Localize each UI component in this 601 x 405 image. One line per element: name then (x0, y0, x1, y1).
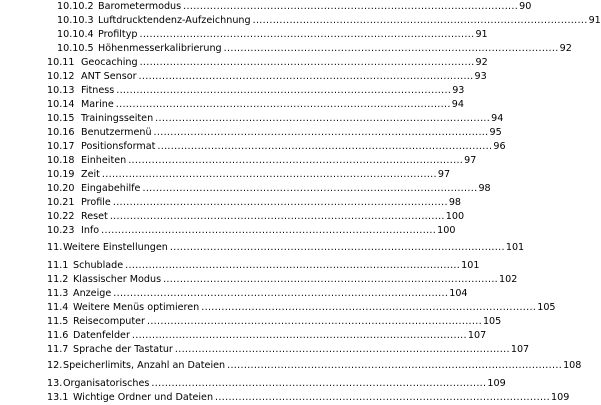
toc-entry-title: Klassischer Modus (73, 274, 162, 285)
toc-dot-leader: .................................................................................................... (109, 211, 445, 222)
toc-entry[interactable] (47, 287, 468, 301)
toc-entry-title: Organisatorisches (63, 378, 150, 389)
toc-entry-number: 11.3 (47, 288, 69, 299)
toc-dot-leader: .................................................................................................... (115, 99, 451, 110)
toc-entry-page: 93 (474, 71, 487, 82)
toc-entry-number: 11.6 (47, 330, 69, 341)
toc-dot-leader: .................................................................................................... (252, 15, 588, 26)
toc-entry[interactable] (57, 0, 532, 14)
toc-entry[interactable] (47, 259, 480, 273)
toc-entry-title: Benutzermenü (81, 127, 152, 138)
toc-entry-title: Eingabehilfe (81, 183, 141, 194)
toc-entry-title: Marine (81, 99, 114, 110)
toc-entry[interactable] (47, 196, 462, 210)
toc-entry-title: Info (81, 225, 100, 236)
toc-dot-leader: .................................................................................................... (153, 127, 489, 138)
toc-entry-page: 93 (452, 85, 465, 96)
toc-entry-page: 95 (489, 127, 502, 138)
toc-entry[interactable] (47, 56, 488, 70)
toc-dot-leader: .................................................................................................... (138, 71, 474, 82)
toc-entry-number: 11. (47, 242, 63, 253)
toc-chapter-entry[interactable] (47, 359, 582, 373)
toc-entry-number: 10.14 (47, 99, 75, 110)
toc-dot-leader: .................................................................................................... (125, 260, 461, 271)
toc-entry-number: 10.11 (47, 57, 75, 68)
toc-entry-number: 10.12 (47, 71, 75, 82)
toc-entry-page: 102 (499, 274, 518, 285)
toc-dot-leader: .................................................................................................... (215, 392, 551, 403)
toc-dot-leader: .................................................................................................... (169, 242, 505, 253)
toc-entry[interactable] (47, 140, 506, 154)
toc-entry-page: 98 (448, 197, 462, 208)
toc-entry-title: Fitness (81, 85, 115, 96)
toc-entry-title: Weitere Menüs optimieren (73, 302, 200, 313)
toc-entry-number: 10.10.2 (57, 1, 94, 12)
toc-entry-number: 11.4 (47, 302, 69, 313)
toc-entry-title: Schublade (73, 260, 124, 271)
toc-entry-page: 107 (467, 330, 487, 341)
toc-entry[interactable] (47, 126, 502, 140)
toc-dot-leader: .................................................................................................... (101, 225, 437, 236)
toc-entry[interactable] (47, 315, 502, 329)
toc-chapter-entry[interactable] (47, 377, 506, 391)
toc-entry-number: 10.23 (47, 225, 75, 236)
toc-entry[interactable] (47, 210, 465, 224)
toc-dot-leader: .................................................................................................... (113, 288, 449, 299)
toc-entry[interactable] (57, 28, 488, 42)
toc-entry-number: 10.22 (47, 211, 75, 222)
toc-dot-leader: .................................................................................................... (139, 57, 475, 68)
toc-entry-page: 92 (559, 43, 572, 54)
toc-entry[interactable] (57, 14, 601, 28)
toc-entry-title: Weitere Einstellungen (63, 242, 168, 253)
toc-dot-leader: .................................................................................................... (142, 183, 478, 194)
toc-dot-leader: .................................................................................................... (151, 378, 487, 389)
toc-entry-number: 12. (47, 360, 63, 371)
toc-entry-page: 104 (449, 288, 468, 299)
toc-dot-leader: .................................................................................................... (201, 302, 537, 313)
toc-entry[interactable] (47, 112, 504, 126)
toc-entry-title: Speicherlimits, Anzahl an Dateien (63, 360, 226, 371)
toc-chapter-entry[interactable] (47, 241, 525, 255)
toc-dot-leader: .................................................................................................... (155, 113, 491, 124)
toc-dot-leader: .................................................................................................... (174, 344, 510, 355)
toc-entry-number: 11.2 (47, 274, 69, 285)
toc-entry-number: 10.18 (47, 155, 75, 166)
toc-dot-leader: .................................................................................................... (139, 29, 475, 40)
toc-entry-page: 90 (519, 1, 532, 12)
toc-entry-page: 108 (563, 360, 582, 371)
toc-entry[interactable] (47, 70, 487, 84)
toc-entry-page: 97 (464, 155, 477, 166)
toc-entry-page: 100 (445, 211, 465, 222)
toc-entry-number: 10.10.4 (57, 29, 94, 40)
toc-entry-page: 105 (537, 302, 556, 313)
toc-entry[interactable] (57, 42, 572, 56)
toc-entry-number: 13. (47, 378, 63, 389)
toc-entry-number: 10.13 (47, 85, 75, 96)
toc-entry-title: Sprache der Tastatur (73, 344, 173, 355)
toc-entry-page: 92 (475, 57, 488, 68)
toc-entry-title: Luftdrucktendenz-Aufzeichnung (98, 15, 251, 26)
toc-entry-title: Zeit (81, 169, 100, 180)
toc-entry-page: 100 (437, 225, 456, 236)
toc-dot-leader: .................................................................................................... (223, 43, 559, 54)
toc-entry-title: Höhenmesserkalibrierung (98, 43, 222, 54)
toc-entry[interactable] (47, 84, 465, 98)
toc-entry-number: 10.17 (47, 141, 75, 152)
toc-entry-page: 94 (491, 113, 504, 124)
toc-entry-page: 98 (478, 183, 491, 194)
toc-dot-leader: .................................................................................................... (157, 141, 493, 152)
toc-dot-leader: .................................................................................................... (227, 360, 563, 371)
toc-entry-title: Reset (81, 211, 108, 222)
toc-entry[interactable] (47, 391, 570, 405)
toc-dot-leader: .................................................................................................... (116, 85, 452, 96)
toc-entry[interactable] (47, 168, 451, 182)
toc-entry[interactable] (47, 273, 518, 287)
toc-entry-number: 13.1 (47, 392, 69, 403)
toc-dot-leader: .................................................................................................... (146, 316, 482, 327)
toc-entry-number: 11.5 (47, 316, 69, 327)
toc-entry-number: 10.10.3 (57, 15, 94, 26)
toc-entry-number: 10.16 (47, 127, 75, 138)
toc-entry[interactable] (47, 182, 491, 196)
toc-entry[interactable] (47, 343, 530, 357)
toc-entry-page: 91 (588, 15, 601, 26)
toc-entry-title: Trainingsseiten (81, 113, 154, 124)
toc-entry-page: 105 (482, 316, 502, 327)
toc-entry-title: Geocaching (81, 57, 138, 68)
toc-dot-leader: .................................................................................................... (112, 197, 448, 208)
toc-entry-page: 109 (487, 378, 506, 389)
toc-entry-title: Reisecomputer (73, 316, 145, 327)
toc-entry-number: 10.10.5 (57, 43, 94, 54)
toc-entry[interactable] (47, 329, 487, 343)
toc-entry-title: Wichtige Ordner und Dateien (73, 392, 214, 403)
toc-entry-title: Profiltyp (98, 29, 138, 40)
toc-entry[interactable] (47, 98, 464, 112)
toc-entry-title: ANT Sensor (81, 71, 137, 82)
toc-dot-leader: .................................................................................................... (163, 274, 499, 285)
toc-entry-page: 107 (510, 344, 530, 355)
toc-dot-leader: .................................................................................................... (101, 169, 437, 180)
toc-entry-number: 11.7 (47, 344, 69, 355)
toc-entry-number: 10.19 (47, 169, 75, 180)
toc-entry-page: 101 (505, 242, 525, 253)
toc-entry-page: 91 (475, 29, 488, 40)
toc-entry-page: 97 (437, 169, 451, 180)
toc-dot-leader: .................................................................................................... (183, 1, 519, 12)
toc-entry-title: Einheiten (81, 155, 127, 166)
toc-entry-title: Datenfelder (73, 330, 130, 341)
toc-entry-number: 10.15 (47, 113, 75, 124)
toc-entry-page: 101 (461, 260, 480, 271)
toc-entry-title: Barometermodus (98, 1, 182, 12)
toc-entry-number: 10.20 (47, 183, 75, 194)
toc-entry-page: 109 (551, 392, 570, 403)
toc-entry[interactable] (47, 301, 556, 315)
toc-entry-title: Positionsformat (81, 141, 156, 152)
toc-dot-leader: .................................................................................................... (131, 330, 467, 341)
toc-entry[interactable] (47, 154, 477, 168)
toc-entry-number: 10.21 (47, 197, 75, 208)
toc-entry-title: Anzeige (73, 288, 112, 299)
toc-dot-leader: .................................................................................................... (128, 155, 464, 166)
toc-entry-number: 11.1 (47, 260, 69, 271)
toc-entry[interactable] (47, 224, 456, 238)
toc-entry-page: 94 (451, 99, 464, 110)
toc-entry-title: Profile (81, 197, 111, 208)
toc-entry-page: 96 (493, 141, 506, 152)
